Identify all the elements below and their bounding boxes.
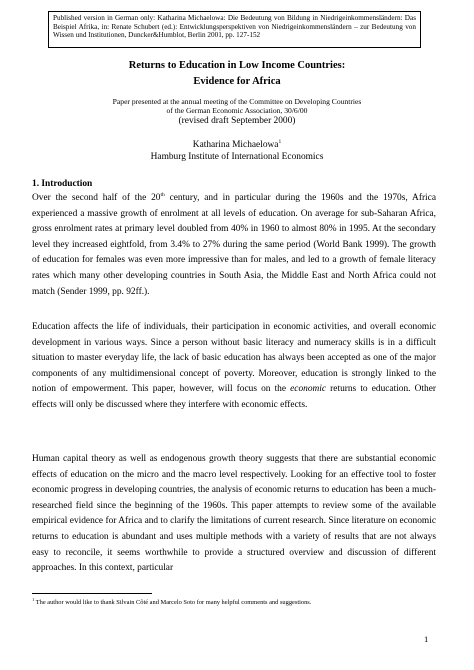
footnote — [32, 597, 311, 606]
paragraph-2-text-rest: returns to education. Other effects will only be discussed where they interfere with economic effects. — [32, 384, 436, 410]
body-paragraph-2 — [32, 320, 436, 414]
paragraph-1-text-start: Over the second half of the 20 — [32, 193, 161, 203]
author-footnote-mark: 1 — [278, 139, 282, 145]
section-heading: 1. Introduction — [32, 179, 93, 189]
author-name-line — [0, 136, 474, 151]
conference-note — [0, 97, 474, 115]
ordinal-superscript: th — [160, 191, 165, 198]
paragraph-2-text-start: Education affects the life of individuals, their participation in economic activities, and overall economic development in various ways. Since a person without basic literacy and numeracy skills is in a difficult situation to master everyday life, the lack of basic education has always been accepted as one of the major components of any multidimensional concept of poverty. Moreover, education is strongly linked to the notion of empowerment. This paper, however, will focus on the — [32, 322, 436, 395]
author-affiliation: Hamburg Institute of International Economics — [150, 152, 324, 163]
paper-title-line-2: Evidence for Africa — [193, 76, 281, 87]
publication-notice-box: Published version in German only: Katharina Michaelowa: Die Bedeutung von Bildung in Niedrigeinkommensländern: Das Beispiel Afrika, in: Renate Schubert (ed.): Entwicklungsperspektiven von Niedrigeinkommensländern – zur Bedeutung von Wissen und Institutionen, Duncker&Humblot, Berlin 2001, pp. 127-152 — [48, 11, 421, 48]
conference-note-line-1: Paper presented at the annual meeting of the Committee on Developing Countries — [112, 97, 362, 106]
draft-date: (revised draft September 2000) — [178, 116, 296, 126]
author-block — [0, 136, 474, 163]
author-name: Katharina Michaelowa — [192, 140, 279, 151]
body-paragraph-1 — [32, 191, 436, 300]
conference-note-line-2: of the German Economic Association, 30/6/00 — [166, 106, 308, 115]
footnote-mark: 1 — [32, 597, 35, 602]
emphasis-economic: economic — [290, 384, 327, 395]
body-paragraph-3: Human capital theory as well as endogenous growth theory suggests that there are substantial economic effects of education on the micro and the macro level respectively. Looking for an effective tool to foster economic progress in developing countries, the analysis of economic returns to education has been a much-researched field since the beginning of the 1960s. This paper attempts to review some of the available empirical evidence for Africa and to clarify the limitations of current research. Since literature on economic returns to education is abundant and uses multiple methods with a variety of results that are not always easy to reconcile, it seems worthwhile to provide a structured overview and discussion of different approaches. In this context, particular — [32, 454, 436, 574]
page-number: 1 — [424, 634, 429, 644]
paper-title-line-1: Returns to Education in Low Income Countries: — [128, 60, 346, 71]
footnote-text: The author would like to thank Silvain Côté and Marcelo Soto for many helpful comments and suggestions. — [34, 599, 312, 607]
footnote-separator — [32, 593, 152, 594]
paragraph-1-text-rest: century, and in particular during the 1960s and the 1970s, Africa experienced a massive growth of enrolment at all levels of education. On average for sub-Saharan Africa, gross enrolment rates at primary level doubled from 40% in 1960 to almost 80% in 1995. At the secondary level they increased eightfold, from 3.4% to 27% during the same period (World Bank 1999). The growth of education for females was even more impressive than for males, and led to a growth of female literacy rates which many other developing countries in South Asia, the Middle East and North Africa could not match (Sender 1999, pp. 92ff.). — [32, 193, 436, 297]
